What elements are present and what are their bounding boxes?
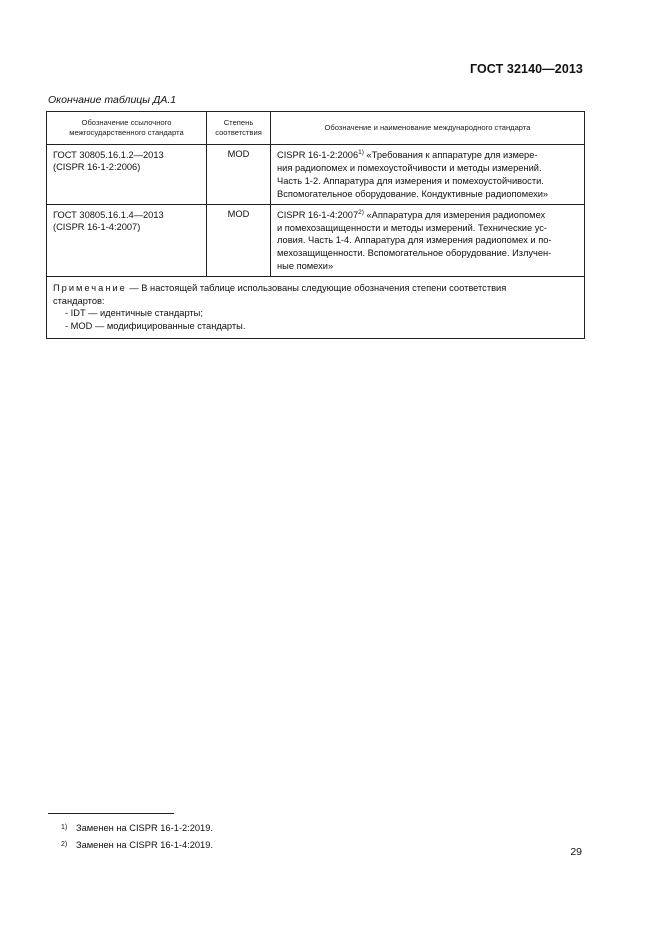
table-note: Примечание — В настоящей таблице использованы следующие обозначения степени соответствия стандартов: - IDT — идентичные стандарты; - MOD — модифицированные стандарты. [47, 277, 585, 339]
reference-standards-table [46, 111, 585, 339]
page-number: 29 [570, 846, 582, 858]
table-header-row [47, 112, 585, 145]
note-item: - MOD — модифицированные стандарты. [65, 320, 246, 331]
intl-standard-cell: CISPR 16-1-4:2007$^{2)}$ «Аппаратура для измерения радиопомех и помехозащищенности и методы измерений. Технические ус- ловия. Часть 1-4. Аппаратура для измерения радиопомех и по- мехозащищенности. Вспомогательное оборудование. Излучен- ные помехи» [271, 204, 585, 277]
note-item: - IDT — идентичные стандарты; [65, 308, 203, 319]
footnote-ref: 2) [358, 208, 364, 216]
degree-cell: MOD [207, 145, 271, 205]
footnote: 1) Заменен на CISPR 16-1-2:2019. [61, 823, 213, 833]
column-header-ref-standard: Обозначение ссылочного межгосударственного стандарта [47, 112, 207, 145]
column-header-degree: Степень соответствия [207, 112, 271, 145]
ref-standard-cell: ГОСТ 30805.16.1.4—2013 (CISPR 16-1-4:2007) [47, 204, 207, 277]
table-row [47, 204, 585, 277]
footnote-ref: 1) [358, 149, 364, 156]
document-number: ГОСТ 32140—2013 [469, 62, 583, 76]
table-row [47, 145, 585, 205]
degree-cell: MOD [207, 204, 271, 277]
note-heading: Примечание [53, 283, 127, 294]
table-note-row [47, 277, 585, 339]
footnote: 2) Заменен на CISPR 16-1-4:2019. [61, 840, 213, 850]
column-header-intl-standard: Обозначение и наименование международного стандарта [271, 112, 585, 145]
intl-standard-cell: CISPR 16-1-2:2006$^{1)}$ «Требования к аппаратуре для измере- ния радиопомех и помехоустойчивости и методы измерений. Часть 1-2. Аппаратура для измерения и помехоустойчивости. Вспомогательное оборудование. Кондуктивные радиопомехи» [271, 145, 585, 205]
table-caption: Окончание таблицы ДА.1 [48, 94, 177, 106]
footnote-separator [48, 813, 174, 814]
ref-standard-cell: ГОСТ 30805.16.1.2—2013 (CISPR 16-1-2:2006) [47, 145, 207, 205]
